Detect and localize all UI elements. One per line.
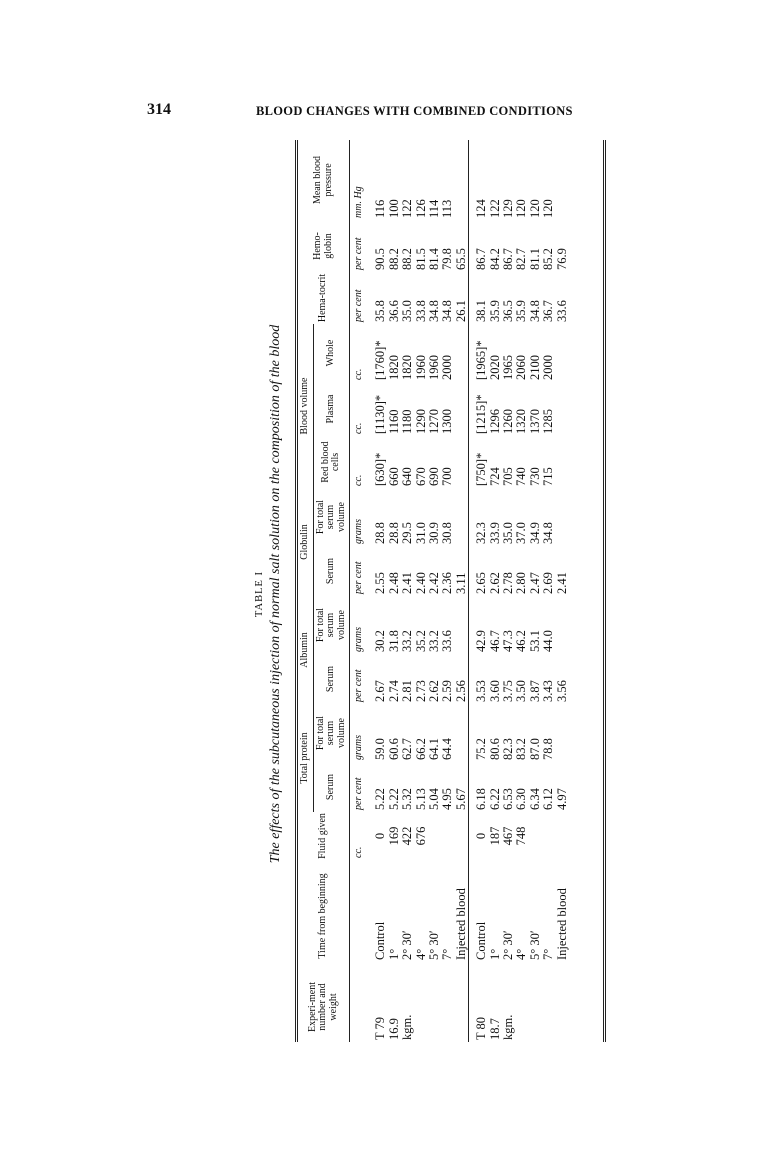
plasma-cell: 1296 (487, 409, 502, 434)
glob-total-cell: 34.8 (541, 522, 556, 544)
unit-cell (350, 972, 369, 1042)
rbc-cell: 740 (514, 467, 529, 486)
alb-serum-cell: 2.56 (453, 680, 468, 702)
fluid-cell (441, 812, 454, 860)
bp-cell: 113 (440, 199, 455, 218)
header-albumin: Albumin (298, 596, 313, 704)
tp-serum-cell: 6.22 (487, 788, 502, 810)
glob-total-cell: 35.0 (501, 522, 516, 544)
rbc-cell: 670 (413, 467, 428, 486)
header-total-protein: Total protein (298, 704, 313, 812)
tp-serum-cell: 6.34 (527, 788, 542, 810)
unit-cell (350, 860, 369, 972)
fluid-cell: 0 (373, 832, 388, 840)
whole-cell: 2000 (440, 355, 455, 380)
rbc-cell: 730 (527, 467, 542, 486)
header-experiment: Experi-ment number and weight (298, 972, 350, 1042)
alb-serum-cell: 2.74 (386, 680, 401, 702)
tp-total-cell: 62.7 (400, 738, 415, 760)
alb-total-cell: 31.8 (386, 630, 401, 652)
tp-total-cell: 87.0 (527, 738, 542, 760)
alb-total-cell: 46.2 (514, 630, 529, 652)
unit-cell: per cent (353, 669, 364, 702)
glob-total-cell: 34.9 (527, 522, 542, 544)
whole-cell: 1960 (427, 355, 442, 380)
hematocrit-cell: 35.0 (400, 300, 415, 322)
bp-cell: 122 (400, 199, 415, 218)
glob-total-cell: 33.9 (487, 522, 502, 544)
glob-serum-cell: 2.42 (427, 572, 442, 594)
time-cell: 2° 30′ (501, 930, 516, 960)
hemoglobin-cell: 65.5 (453, 248, 468, 270)
rotated-table-region (254, 140, 606, 1048)
bp-cell: 124 (469, 140, 489, 220)
bp-cell: 120 (514, 199, 529, 218)
hematocrit-cell: 36.6 (386, 300, 401, 322)
bp-cell: 100 (386, 199, 401, 218)
header-hemoglobin: Hemo-globin (298, 220, 350, 272)
glob-serum-cell: 2.47 (527, 572, 542, 594)
bp-cell (556, 140, 569, 220)
tp-total-cell: 59.0 (373, 738, 388, 760)
glob-total-cell: 32.3 (469, 488, 489, 546)
glob-serum-cell: 2.62 (487, 572, 502, 594)
whole-cell (556, 324, 569, 382)
table-row (368, 140, 387, 1042)
glob-total-cell: 28.8 (386, 522, 401, 544)
alb-serum-cell: 3.53 (469, 654, 489, 704)
time-cell: 5° 30′ (527, 930, 542, 960)
time-cell: Control (469, 860, 489, 972)
unit-cell: cc. (353, 474, 364, 486)
fluid-cell (529, 812, 542, 860)
fluid-cell: 187 (487, 826, 502, 846)
tp-total-cell: 60.6 (386, 738, 401, 760)
hemoglobin-cell: 84.2 (487, 248, 502, 270)
tp-serum-cell: 6.18 (469, 762, 489, 812)
hematocrit-cell: 36.7 (541, 300, 556, 322)
time-cell: 7° (440, 948, 455, 960)
experiment-cell: T 80 (469, 972, 489, 1042)
time-cell: Injected blood (554, 888, 569, 960)
tp-serum-cell: 6.53 (501, 788, 516, 810)
experiment-cell (428, 972, 441, 1042)
experiment-cell (455, 972, 469, 1042)
time-cell: 1° (487, 948, 502, 960)
glob-total-cell: 37.0 (514, 522, 529, 544)
hematocrit-cell: 34.8 (427, 300, 442, 322)
unit-cell: grams (353, 518, 364, 544)
unit-cell: per cent (353, 289, 364, 322)
hematocrit-cell: 34.8 (527, 300, 542, 322)
rbc-cell: 640 (400, 467, 415, 486)
hematocrit-cell: 26.1 (453, 300, 468, 322)
tp-total-cell: 82.3 (501, 738, 516, 760)
experiment-cell (415, 972, 428, 1042)
hematocrit-cell: 34.8 (440, 300, 455, 322)
alb-total-cell (455, 596, 469, 654)
table-row (556, 140, 569, 1042)
alb-serum-cell: 3.50 (514, 680, 529, 702)
experiment-cell (529, 972, 542, 1042)
time-cell: Control (373, 921, 388, 960)
hemoglobin-cell: 76.9 (554, 248, 569, 270)
alb-serum-cell: 2.67 (373, 680, 388, 702)
alb-total-cell: 53.1 (527, 630, 542, 652)
running-head: BLOOD CHANGES WITH COMBINED CONDITIONS (256, 104, 573, 118)
tp-serum-cell: 5.32 (400, 788, 415, 810)
experiment-cell (556, 972, 569, 1042)
hemoglobin-cell: 81.1 (527, 248, 542, 270)
experiment-cell: 16.9 (386, 1018, 401, 1040)
time-cell: Injected blood (453, 888, 468, 960)
table-row (455, 140, 469, 1042)
glob-serum-cell: 2.41 (400, 572, 415, 594)
glob-serum-cell: 2.55 (373, 572, 388, 594)
tp-serum-cell: 6.12 (541, 788, 556, 810)
tp-total-cell: 66.2 (413, 738, 428, 760)
table-row (388, 140, 401, 1042)
subheader-glob-total: For total serum volume (313, 488, 350, 546)
hematocrit-cell: 33.8 (413, 300, 428, 322)
rbc-cell: 700 (440, 467, 455, 486)
table-row (469, 140, 489, 1042)
glob-serum-cell: 2.69 (541, 572, 556, 594)
table-row (515, 140, 528, 1042)
bp-cell: 126 (413, 199, 428, 218)
fluid-cell (428, 812, 441, 860)
alb-total-cell: 46.7 (487, 630, 502, 652)
header-time: Time from beginning (298, 860, 350, 972)
alb-serum-cell: 3.75 (501, 680, 516, 702)
time-cell: 2° 30′ (400, 930, 415, 960)
alb-serum-cell: 3.60 (487, 680, 502, 702)
subheader-alb-total: For total serum volume (313, 596, 350, 654)
experiment-cell: 18.7 (487, 1018, 502, 1040)
whole-cell (455, 324, 469, 382)
glob-serum-cell: 2.65 (469, 546, 489, 596)
subheader-whole: Whole (313, 324, 350, 382)
table-number: TABLE I (254, 570, 265, 618)
time-cell: 4° (413, 948, 428, 960)
page-number: 314 (147, 101, 171, 118)
whole-cell: 1960 (413, 355, 428, 380)
bp-cell: 114 (427, 199, 442, 218)
hemoglobin-cell: 79.8 (440, 248, 455, 270)
hematocrit-cell: 35.9 (487, 300, 502, 322)
experiment-cell (515, 972, 528, 1042)
alb-serum-cell: 2.62 (427, 680, 442, 702)
hematocrit-cell: 38.1 (469, 272, 489, 324)
glob-serum-cell: 2.40 (413, 572, 428, 594)
whole-cell: 1965 (501, 355, 516, 380)
alb-serum-cell: 2.59 (440, 680, 455, 702)
rbc-cell: 660 (386, 467, 401, 486)
fluid-cell (455, 812, 469, 860)
glob-total-cell: 28.8 (373, 522, 388, 544)
glob-total-cell: 31.0 (413, 522, 428, 544)
unit-cell: mm. Hg (353, 186, 364, 218)
rbc-cell: 690 (427, 467, 442, 486)
tp-serum-cell: 6.30 (514, 788, 529, 810)
time-cell: 7° (541, 948, 556, 960)
plasma-cell: 1320 (514, 409, 529, 434)
glob-total-cell (455, 488, 469, 546)
alb-serum-cell: 2.73 (413, 680, 428, 702)
bp-cell: 122 (487, 199, 502, 218)
hemoglobin-cell: 81.5 (413, 248, 428, 270)
glob-total-cell: 30.8 (440, 522, 455, 544)
fluid-cell: 467 (501, 826, 516, 846)
whole-cell: [1760]* (373, 340, 388, 380)
table-row (542, 140, 555, 1042)
alb-total-cell: 35.2 (413, 630, 428, 652)
alb-total-cell (556, 596, 569, 654)
hemoglobin-cell: 86.7 (469, 220, 489, 272)
fluid-cell: 169 (386, 826, 401, 846)
table-caption: The effects of the subcutaneous injection of normal salt solution on the composition of the blood (268, 324, 283, 864)
hemoglobin-cell: 81.4 (427, 248, 442, 270)
unit-cell: cc. (353, 368, 364, 380)
subheader-tp-serum: Serum (313, 762, 350, 812)
fluid-cell: 0 (469, 812, 489, 860)
header-mean-blood-pressure: Mean blood pressure (298, 140, 350, 220)
whole-cell: 2000 (541, 355, 556, 380)
fluid-cell (556, 812, 569, 860)
unit-cell: grams (353, 734, 364, 760)
rotated-table-content (254, 140, 606, 1048)
plasma-cell (455, 382, 469, 436)
tp-serum-cell: 5.67 (453, 788, 468, 810)
time-cell: 5° 30′ (427, 930, 442, 960)
hemoglobin-cell: 86.7 (501, 248, 516, 270)
plasma-cell: 1180 (400, 409, 415, 434)
hemoglobin-cell: 85.2 (541, 248, 556, 270)
whole-cell: 1820 (400, 355, 415, 380)
hematocrit-cell: 33.6 (554, 300, 569, 322)
table-row (428, 140, 441, 1042)
subheader-tp-total: For total serum volume (313, 704, 350, 762)
alb-serum-cell: 3.87 (527, 680, 542, 702)
unit-cell: cc. (353, 422, 364, 434)
plasma-cell: [1130]* (373, 394, 388, 434)
unit-cell: cc. (353, 846, 364, 858)
whole-cell: 2100 (527, 355, 542, 380)
glob-serum-cell: 2.80 (514, 572, 529, 594)
whole-cell: [1965]* (469, 324, 489, 382)
tp-serum-cell: 4.95 (440, 788, 455, 810)
tp-total-cell: 83.2 (514, 738, 529, 760)
unit-cell: per cent (353, 561, 364, 594)
hematocrit-cell: 35.9 (514, 300, 529, 322)
fluid-cell: 422 (400, 826, 415, 846)
header-globulin: Globulin (298, 488, 313, 596)
fluid-cell: 676 (413, 826, 428, 846)
experiment-cell: kgm. (501, 1014, 516, 1040)
tp-serum-cell: 4.97 (554, 788, 569, 810)
subheader-glob-serum: Serum (313, 546, 350, 596)
alb-total-cell: 33.2 (400, 630, 415, 652)
alb-serum-cell: 3.43 (541, 680, 556, 702)
table-row (502, 140, 515, 1042)
rbc-cell: 705 (501, 467, 516, 486)
alb-total-cell: 30.2 (373, 630, 388, 652)
hematocrit-cell: 35.8 (373, 300, 388, 322)
plasma-cell: 1290 (413, 409, 428, 434)
hemoglobin-cell: 90.5 (373, 248, 388, 270)
whole-cell: 2060 (514, 355, 529, 380)
whole-cell: 1820 (386, 355, 401, 380)
rbc-cell: 724 (487, 467, 502, 486)
bp-cell: 116 (373, 199, 388, 218)
bp-cell: 129 (501, 199, 516, 218)
subheader-plasma: Plasma (313, 382, 350, 436)
glob-serum-cell: 2.78 (501, 572, 516, 594)
rbc-cell: [750]* (469, 436, 489, 488)
alb-total-cell: 42.9 (469, 596, 489, 654)
table-row (441, 140, 454, 1042)
table-bottom-rule (603, 140, 606, 1042)
table-body (350, 140, 570, 1042)
tp-total-cell: 75.2 (469, 704, 489, 762)
table-row (401, 140, 414, 1042)
glob-serum-cell: 2.36 (440, 572, 455, 594)
fluid-cell: 748 (514, 826, 529, 846)
time-cell: 4° (514, 948, 529, 960)
tp-serum-cell: 5.22 (386, 788, 401, 810)
glob-serum-cell: 3.11 (453, 572, 468, 594)
glob-total-cell: 29.5 (400, 522, 415, 544)
unit-cell: per cent (353, 237, 364, 270)
unit-cell: grams (353, 626, 364, 652)
glob-serum-cell: 2.48 (386, 572, 401, 594)
experiment-cell: T 79 (373, 1016, 388, 1040)
experiment-cell: kgm. (400, 1014, 415, 1040)
plasma-cell: 1300 (440, 409, 455, 434)
plasma-cell: 1285 (541, 409, 556, 434)
unit-cell: per cent (353, 777, 364, 810)
experiment-cell (441, 972, 454, 1042)
plasma-cell: 1160 (386, 409, 401, 434)
alb-total-cell: 47.3 (501, 630, 516, 652)
rbc-cell (455, 436, 469, 488)
tp-total-cell: 64.4 (440, 738, 455, 760)
plasma-cell: 1260 (501, 409, 516, 434)
tp-serum-cell: 5.04 (427, 788, 442, 810)
subheader-alb-serum: Serum (313, 654, 350, 704)
rbc-cell: [630]* (373, 452, 388, 486)
data-table (298, 140, 569, 1042)
glob-serum-cell: 2.41 (554, 572, 569, 594)
tp-serum-cell: 5.13 (413, 788, 428, 810)
hemoglobin-cell: 88.2 (400, 248, 415, 270)
glob-total-cell: 30.9 (427, 522, 442, 544)
time-cell: 1° (386, 948, 401, 960)
rbc-cell: 715 (541, 467, 556, 486)
hematocrit-cell: 36.5 (501, 300, 516, 322)
alb-total-cell: 33.6 (440, 630, 455, 652)
table-row (415, 140, 428, 1042)
plasma-cell: 1370 (527, 409, 542, 434)
whole-cell: 2020 (487, 355, 502, 380)
tp-total-cell: 80.6 (487, 738, 502, 760)
tp-total-cell: 78.8 (541, 738, 556, 760)
experiment-cell (542, 972, 555, 1042)
alb-serum-cell: 2.81 (400, 680, 415, 702)
hemoglobin-cell: 82.7 (514, 248, 529, 270)
table-row (529, 140, 542, 1042)
units-row (350, 140, 369, 1042)
tp-total-cell (556, 704, 569, 762)
header-fluid-given: Fluid given (298, 812, 350, 860)
header-hematocrit: Hema-tocrit (298, 272, 350, 324)
bp-cell (455, 140, 469, 220)
plasma-cell: [1215]* (469, 382, 489, 436)
header-blood-volume: Blood volume (298, 324, 313, 488)
alb-serum-cell: 3.56 (554, 680, 569, 702)
bp-cell: 120 (527, 199, 542, 218)
tp-total-cell: 64.1 (427, 738, 442, 760)
plasma-cell (556, 382, 569, 436)
alb-total-cell: 44.0 (541, 630, 556, 652)
alb-total-cell: 33.2 (427, 630, 442, 652)
subheader-red-blood-cells: Red blood cells (313, 436, 350, 488)
bp-cell: 120 (541, 199, 556, 218)
fluid-cell (542, 812, 555, 860)
tp-total-cell (455, 704, 469, 762)
rbc-cell (556, 436, 569, 488)
glob-total-cell (556, 488, 569, 546)
tp-serum-cell: 5.22 (373, 788, 388, 810)
table-row (489, 140, 502, 1042)
hemoglobin-cell: 88.2 (386, 248, 401, 270)
plasma-cell: 1270 (427, 409, 442, 434)
